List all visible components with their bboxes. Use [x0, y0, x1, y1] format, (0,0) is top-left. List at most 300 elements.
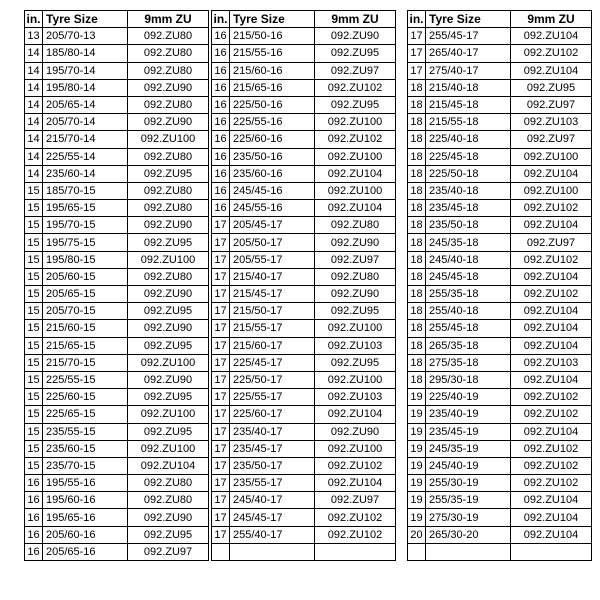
header-inch: in.	[409, 12, 424, 27]
table-row	[408, 423, 592, 440]
tyre-size-cell: 195/65-15	[43, 200, 128, 217]
rim-inch-cell: 16	[212, 148, 230, 165]
table-row	[25, 406, 209, 423]
zu-code-cell: 092.ZU97	[128, 543, 209, 560]
table-row	[25, 217, 209, 234]
table-row	[408, 131, 592, 148]
zu-code-cell: 092.ZU97	[511, 96, 592, 113]
table-row	[212, 371, 396, 388]
tyre-size-cell: 255/35-18	[426, 286, 511, 303]
tyre-size-cell: 235/70-15	[43, 457, 128, 474]
table-row	[408, 200, 592, 217]
table-row	[212, 200, 396, 217]
rim-inch-cell: 19	[408, 406, 426, 423]
rim-inch-cell: 16	[25, 543, 43, 560]
table-row	[25, 200, 209, 217]
zu-code-cell: 092.ZU95	[128, 165, 209, 182]
tyre-size-cell: 205/60-16	[43, 526, 128, 543]
rim-inch-cell: 14	[25, 45, 43, 62]
tyre-size-cell: 225/50-17	[230, 371, 315, 388]
table-row	[25, 543, 209, 560]
rim-inch-cell: 17	[408, 45, 426, 62]
rim-inch-cell: 16	[25, 492, 43, 509]
tyre-size-cell: 195/65-16	[43, 509, 128, 526]
rim-inch-cell: 15	[25, 303, 43, 320]
header-zu: 9mm ZU	[315, 11, 396, 28]
table-row	[408, 217, 592, 234]
tyre-size-cell: 195/55-16	[43, 475, 128, 492]
rim-inch-cell: 16	[212, 131, 230, 148]
zu-code-cell: 092.ZU104	[511, 371, 592, 388]
tyre-size-cell: 215/55-17	[230, 320, 315, 337]
tyre-size-cell: 215/45-17	[230, 286, 315, 303]
table-row	[25, 131, 209, 148]
table-row	[25, 320, 209, 337]
tyre-size-cell: 245/45-18	[426, 268, 511, 285]
zu-code-cell: 092.ZU90	[128, 509, 209, 526]
zu-code-cell: 092.ZU103	[511, 354, 592, 371]
table-row	[408, 371, 592, 388]
table-row	[212, 165, 396, 182]
rim-inch-cell: 14	[25, 79, 43, 96]
table-row	[212, 543, 396, 560]
table-row	[408, 354, 592, 371]
table-row	[408, 457, 592, 474]
tyre-size-cell: 225/45-17	[230, 354, 315, 371]
rim-inch-cell: 15	[25, 440, 43, 457]
tyre-size-cell: 245/55-16	[230, 200, 315, 217]
tyre-size-cell: 225/50-18	[426, 165, 511, 182]
rim-inch-cell: 16	[212, 200, 230, 217]
rim-inch-cell: 18	[408, 131, 426, 148]
tyre-table-2	[211, 10, 396, 561]
rim-inch-cell: 13	[25, 28, 43, 45]
table-row	[408, 96, 592, 113]
tyre-size-cell: 215/40-17	[230, 268, 315, 285]
zu-code-cell: 092.ZU95	[128, 234, 209, 251]
tyre-size-cell: 215/50-17	[230, 303, 315, 320]
rim-inch-cell: 16	[212, 45, 230, 62]
zu-code-cell: 092.ZU100	[128, 406, 209, 423]
zu-code-cell: 092.ZU104	[315, 200, 396, 217]
table-row	[212, 268, 396, 285]
table-row	[212, 526, 396, 543]
table-row	[25, 423, 209, 440]
tyre-size-cell: 265/35-18	[426, 337, 511, 354]
tyre-size-cell: 255/40-17	[230, 526, 315, 543]
header-row	[212, 11, 396, 28]
header-zu: 9mm ZU	[511, 11, 592, 28]
tyre-size-cell: 215/60-15	[43, 320, 128, 337]
zu-code-cell: 092.ZU100	[315, 182, 396, 199]
table-row	[25, 303, 209, 320]
table-row	[212, 182, 396, 199]
tyre-size-cell: 215/60-16	[230, 62, 315, 79]
tyre-size-cell: 235/45-17	[230, 440, 315, 457]
tyre-size-cell: 215/55-18	[426, 114, 511, 131]
rim-inch-cell: 18	[408, 79, 426, 96]
zu-code-cell: 092.ZU104	[511, 165, 592, 182]
tyre-size-cell: 235/50-17	[230, 457, 315, 474]
zu-code-cell: 092.ZU100	[511, 182, 592, 199]
table-row	[408, 406, 592, 423]
table-row	[212, 62, 396, 79]
zu-code-cell: 092.ZU102	[511, 440, 592, 457]
zu-code-cell: 092.ZU100	[315, 371, 396, 388]
rim-inch-cell: 17	[212, 406, 230, 423]
rim-inch-cell: 18	[408, 337, 426, 354]
rim-inch-cell: 18	[408, 354, 426, 371]
table-row	[408, 389, 592, 406]
zu-code-cell: 092.ZU100	[315, 320, 396, 337]
rim-inch-cell: 19	[408, 475, 426, 492]
table-row	[212, 148, 396, 165]
table-row	[212, 217, 396, 234]
header-inch: in.	[213, 12, 228, 27]
rim-inch-cell: 17	[212, 389, 230, 406]
tyre-size-cell: 245/40-17	[230, 492, 315, 509]
tyre-size-cell: 235/60-14	[43, 165, 128, 182]
tyre-table-1	[24, 10, 209, 561]
tyre-size-cell: 205/45-17	[230, 217, 315, 234]
rim-inch-cell: 16	[212, 182, 230, 199]
rim-inch-cell: 16	[212, 28, 230, 45]
tyre-size-cell: 215/65-16	[230, 79, 315, 96]
table-row	[408, 114, 592, 131]
rim-inch-cell: 17	[212, 234, 230, 251]
zu-code-cell: 092.ZU90	[128, 114, 209, 131]
zu-code-cell: 092.ZU97	[315, 251, 396, 268]
zu-code-cell: 092.ZU90	[128, 286, 209, 303]
zu-code-cell: 092.ZU95	[315, 96, 396, 113]
rim-inch-cell: 19	[408, 509, 426, 526]
table-row	[25, 96, 209, 113]
zu-code-cell: 092.ZU104	[511, 62, 592, 79]
tyre-size-cell: 225/40-18	[426, 131, 511, 148]
tyre-size-cell: 225/45-18	[426, 148, 511, 165]
table-row	[212, 492, 396, 509]
tyre-size-cell: 195/60-16	[43, 492, 128, 509]
rim-inch-cell: 18	[408, 200, 426, 217]
zu-code-cell: 092.ZU90	[315, 234, 396, 251]
tyre-size-cell: 205/65-15	[43, 286, 128, 303]
rim-inch-cell: 17	[212, 457, 230, 474]
tyre-table-3	[407, 10, 592, 561]
tyre-size-cell: 245/45-16	[230, 182, 315, 199]
tyre-size-cell: 215/40-18	[426, 79, 511, 96]
zu-code-cell: 092.ZU102	[315, 79, 396, 96]
zu-code-cell: 092.ZU102	[511, 475, 592, 492]
table-row	[25, 457, 209, 474]
table-row	[408, 45, 592, 62]
zu-code-cell: 092.ZU102	[315, 457, 396, 474]
header-tyre-size: Tyre Size	[43, 11, 128, 28]
zu-code-cell: 092.ZU97	[315, 62, 396, 79]
table-row	[25, 492, 209, 509]
rim-inch-cell: 17	[212, 354, 230, 371]
rim-inch-cell: 17	[212, 217, 230, 234]
table-row	[212, 406, 396, 423]
tyre-size-cell: 215/45-18	[426, 96, 511, 113]
zu-code-cell: 092.ZU90	[128, 217, 209, 234]
zu-code-cell: 092.ZU102	[511, 406, 592, 423]
table-row	[408, 251, 592, 268]
table-row	[25, 251, 209, 268]
zu-code-cell: 092.ZU102	[511, 457, 592, 474]
rim-inch-cell: 18	[408, 251, 426, 268]
zu-code-cell: 092.ZU100	[315, 440, 396, 457]
table-row	[212, 337, 396, 354]
zu-code-cell: 092.ZU80	[128, 200, 209, 217]
rim-inch-cell: 17	[212, 526, 230, 543]
tyre-size-cell	[230, 543, 315, 560]
rim-inch-cell	[212, 543, 230, 560]
zu-code-cell: 092.ZU102	[511, 200, 592, 217]
tyre-size-cell: 295/30-18	[426, 371, 511, 388]
table-row	[408, 234, 592, 251]
tyre-size-cell: 215/65-15	[43, 337, 128, 354]
tyre-size-cell: 225/60-16	[230, 131, 315, 148]
rim-inch-cell: 19	[408, 457, 426, 474]
rim-inch-cell: 18	[408, 114, 426, 131]
tyre-size-cell: 225/40-19	[426, 389, 511, 406]
rim-inch-cell	[408, 543, 426, 560]
zu-code-cell: 092.ZU80	[128, 28, 209, 45]
rim-inch-cell: 14	[25, 165, 43, 182]
tyre-size-cell: 195/70-14	[43, 62, 128, 79]
tyre-size-cell: 235/60-16	[230, 165, 315, 182]
zu-code-cell	[315, 543, 396, 560]
rim-inch-cell: 14	[25, 148, 43, 165]
zu-code-cell: 092.ZU102	[511, 251, 592, 268]
rim-inch-cell: 16	[212, 96, 230, 113]
rim-inch-cell: 18	[408, 268, 426, 285]
tyre-size-cell: 235/60-15	[43, 440, 128, 457]
table-row	[212, 79, 396, 96]
zu-code-cell: 092.ZU104	[511, 217, 592, 234]
zu-code-cell: 092.ZU80	[128, 475, 209, 492]
tyre-size-cell: 225/60-17	[230, 406, 315, 423]
table-row	[25, 354, 209, 371]
tyre-size-cell: 255/45-18	[426, 320, 511, 337]
table-row	[25, 165, 209, 182]
zu-code-cell: 092.ZU80	[315, 268, 396, 285]
table-row	[212, 440, 396, 457]
tyre-size-cell	[426, 543, 511, 560]
tyre-size-cell: 265/30-20	[426, 526, 511, 543]
rim-inch-cell: 17	[408, 62, 426, 79]
header-row	[408, 11, 592, 28]
table-row	[212, 251, 396, 268]
zu-code-cell	[511, 543, 592, 560]
tyre-size-cell: 225/55-14	[43, 148, 128, 165]
tyre-size-cell: 235/55-17	[230, 475, 315, 492]
zu-code-cell: 092.ZU97	[511, 131, 592, 148]
tyre-size-cell: 225/55-16	[230, 114, 315, 131]
tyre-size-cell: 245/40-19	[426, 457, 511, 474]
rim-inch-cell: 18	[408, 165, 426, 182]
table-row	[212, 28, 396, 45]
table-row	[25, 79, 209, 96]
zu-code-cell: 092.ZU97	[511, 234, 592, 251]
table-row	[212, 234, 396, 251]
zu-code-cell: 092.ZU104	[511, 303, 592, 320]
tyre-size-cell: 265/40-17	[426, 45, 511, 62]
zu-code-cell: 092.ZU95	[511, 79, 592, 96]
table-row	[212, 509, 396, 526]
rim-inch-cell: 15	[25, 200, 43, 217]
rim-inch-cell: 15	[25, 423, 43, 440]
tyre-size-cell: 245/35-19	[426, 440, 511, 457]
header-tyre-size: Tyre Size	[426, 11, 511, 28]
rim-inch-cell: 14	[25, 62, 43, 79]
rim-inch-cell: 18	[408, 217, 426, 234]
table-row	[212, 320, 396, 337]
table-row	[408, 509, 592, 526]
rim-inch-cell: 18	[408, 320, 426, 337]
table-row	[25, 371, 209, 388]
tyre-size-cell: 225/55-17	[230, 389, 315, 406]
table-row	[408, 543, 592, 560]
rim-inch-cell: 17	[212, 320, 230, 337]
tyre-size-cell: 245/35-18	[426, 234, 511, 251]
rim-inch-cell: 17	[212, 475, 230, 492]
table-row	[408, 526, 592, 543]
rim-inch-cell: 18	[408, 96, 426, 113]
rim-inch-cell: 15	[25, 457, 43, 474]
zu-code-cell: 092.ZU95	[128, 526, 209, 543]
header-tyre-size: Tyre Size	[230, 11, 315, 28]
zu-code-cell: 092.ZU95	[315, 354, 396, 371]
table-row	[212, 354, 396, 371]
zu-code-cell: 092.ZU102	[315, 131, 396, 148]
table-row	[25, 475, 209, 492]
zu-code-cell: 092.ZU95	[128, 423, 209, 440]
table-row	[408, 440, 592, 457]
rim-inch-cell: 17	[212, 423, 230, 440]
zu-code-cell: 092.ZU80	[128, 492, 209, 509]
rim-inch-cell: 15	[25, 234, 43, 251]
tyre-size-cell: 205/60-15	[43, 268, 128, 285]
zu-code-cell: 092.ZU104	[511, 509, 592, 526]
table-row	[408, 79, 592, 96]
rim-inch-cell: 17	[212, 303, 230, 320]
zu-code-cell: 092.ZU80	[128, 148, 209, 165]
rim-inch-cell: 16	[212, 165, 230, 182]
table-row	[25, 114, 209, 131]
zu-code-cell: 092.ZU90	[315, 28, 396, 45]
zu-code-cell: 092.ZU100	[511, 148, 592, 165]
zu-code-cell: 092.ZU104	[511, 268, 592, 285]
table-row	[212, 423, 396, 440]
rim-inch-cell: 17	[212, 371, 230, 388]
rim-inch-cell: 17	[212, 286, 230, 303]
rim-inch-cell: 14	[25, 131, 43, 148]
zu-code-cell: 092.ZU80	[128, 96, 209, 113]
header-inch: in.	[26, 12, 41, 27]
rim-inch-cell: 19	[408, 423, 426, 440]
zu-code-cell: 092.ZU100	[128, 251, 209, 268]
tyre-size-cell: 245/40-18	[426, 251, 511, 268]
table-row	[25, 286, 209, 303]
table-row	[408, 148, 592, 165]
rim-inch-cell: 14	[25, 96, 43, 113]
table-row	[25, 268, 209, 285]
zu-code-cell: 092.ZU90	[128, 79, 209, 96]
zu-code-cell: 092.ZU80	[128, 45, 209, 62]
rim-inch-cell: 15	[25, 337, 43, 354]
table-row	[212, 114, 396, 131]
table-row	[408, 182, 592, 199]
tyre-size-cell: 275/40-17	[426, 62, 511, 79]
table-row	[408, 62, 592, 79]
tyre-size-cell: 205/65-16	[43, 543, 128, 560]
rim-inch-cell: 16	[212, 114, 230, 131]
rim-inch-cell: 15	[25, 268, 43, 285]
rim-inch-cell: 15	[25, 251, 43, 268]
tyre-size-cell: 205/70-15	[43, 303, 128, 320]
tyre-size-cell: 235/45-19	[426, 423, 511, 440]
header-zu: 9mm ZU	[128, 11, 209, 28]
table-row	[25, 234, 209, 251]
table-row	[212, 389, 396, 406]
zu-code-cell: 092.ZU104	[511, 28, 592, 45]
zu-code-cell: 092.ZU104	[315, 475, 396, 492]
rim-inch-cell: 18	[408, 182, 426, 199]
rim-inch-cell: 17	[212, 492, 230, 509]
tyre-size-cell: 195/80-15	[43, 251, 128, 268]
rim-inch-cell: 19	[408, 389, 426, 406]
rim-inch-cell: 17	[212, 509, 230, 526]
zu-code-cell: 092.ZU90	[315, 286, 396, 303]
zu-code-cell: 092.ZU102	[315, 526, 396, 543]
table-row	[25, 526, 209, 543]
zu-code-cell: 092.ZU104	[511, 320, 592, 337]
zu-code-cell: 092.ZU103	[315, 337, 396, 354]
tyre-size-cell: 225/60-15	[43, 389, 128, 406]
tyre-size-cell: 215/55-16	[230, 45, 315, 62]
zu-code-cell: 092.ZU104	[511, 526, 592, 543]
tyre-size-cell: 235/40-17	[230, 423, 315, 440]
rim-inch-cell: 17	[212, 337, 230, 354]
zu-code-cell: 092.ZU102	[511, 286, 592, 303]
rim-inch-cell: 16	[25, 526, 43, 543]
rim-inch-cell: 17	[212, 251, 230, 268]
rim-inch-cell: 20	[408, 526, 426, 543]
table-row	[212, 457, 396, 474]
tyre-size-cell: 215/70-15	[43, 354, 128, 371]
table-row	[25, 148, 209, 165]
table-row	[25, 45, 209, 62]
zu-code-cell: 092.ZU102	[511, 45, 592, 62]
zu-code-cell: 092.ZU95	[128, 389, 209, 406]
rim-inch-cell: 18	[408, 234, 426, 251]
tyre-size-cell: 245/45-17	[230, 509, 315, 526]
zu-code-cell: 092.ZU104	[511, 492, 592, 509]
tyre-size-cell: 235/50-16	[230, 148, 315, 165]
tyre-size-cell: 205/65-14	[43, 96, 128, 113]
rim-inch-cell: 18	[408, 286, 426, 303]
table-row	[408, 286, 592, 303]
zu-code-cell: 092.ZU100	[128, 131, 209, 148]
zu-code-cell: 092.ZU104	[511, 423, 592, 440]
tyre-size-cell: 255/35-19	[426, 492, 511, 509]
rim-inch-cell: 15	[25, 371, 43, 388]
zu-code-cell: 092.ZU103	[511, 114, 592, 131]
rim-inch-cell: 16	[25, 509, 43, 526]
tyre-size-cell: 205/50-17	[230, 234, 315, 251]
tyre-size-cell: 225/50-16	[230, 96, 315, 113]
